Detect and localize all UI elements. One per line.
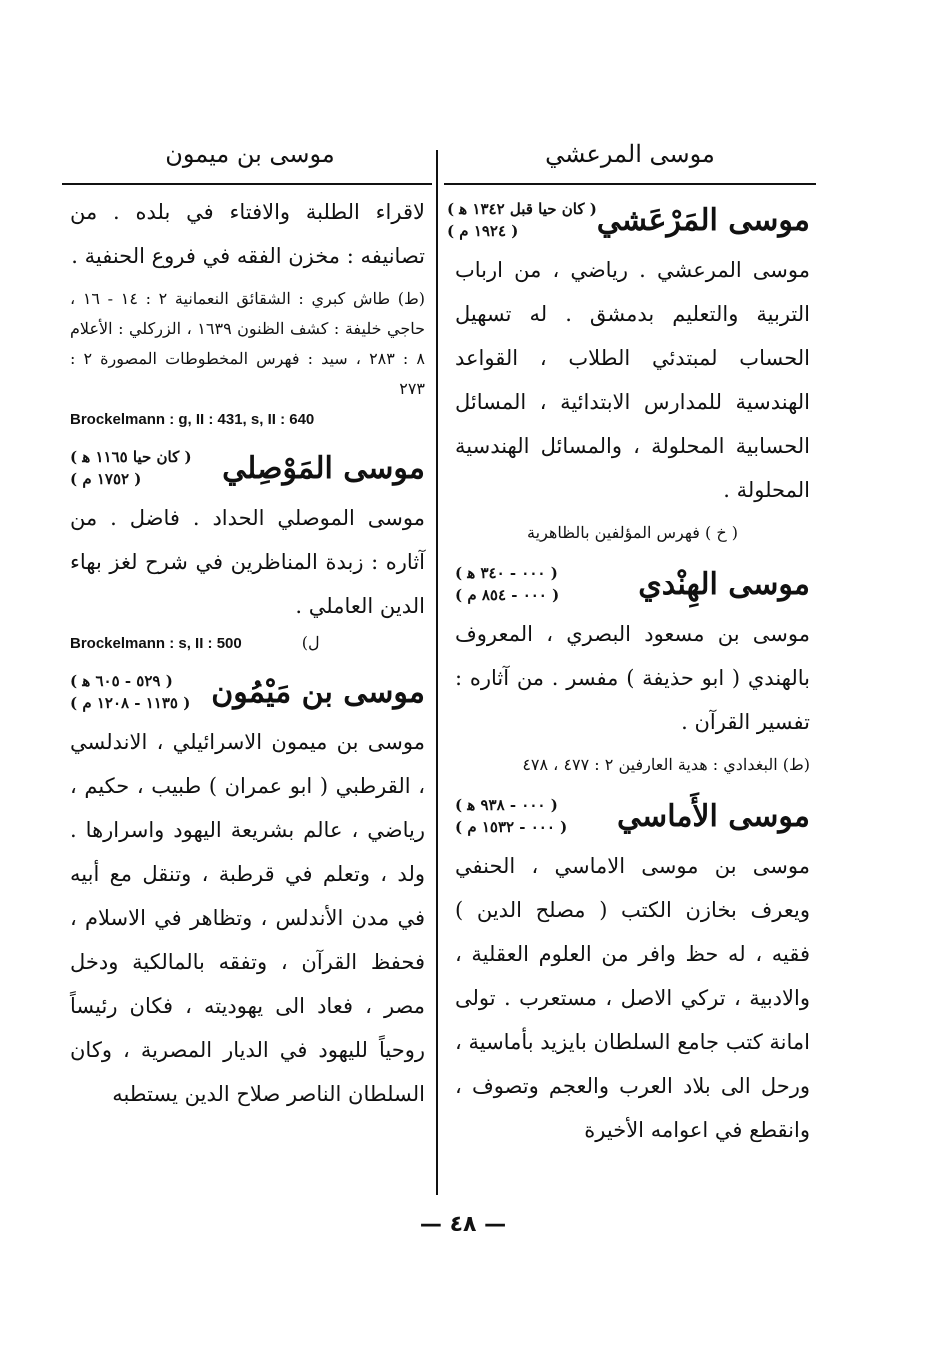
entry-dates xyxy=(455,794,567,838)
entry-body: موسى الموصلي الحداد . فاضل . من آثاره : زبدة المناظرين في شرح لغز بهاء الدين العاملي . xyxy=(70,506,425,618)
continuation-source: (ط) طاش كبري : الشقائق النعمانية ٢ : ١٤ - ١٦ ، حاجي خليفة : كشف الظنون ١٦٣٩ ، الزركلي : الأعلام ٨ : ٢٨٣ ، سيد : فهرس المخطوطات المصورة ٢ : ٢٧٣ xyxy=(70,289,426,398)
entry-heading xyxy=(446,198,810,242)
entry-heading xyxy=(70,446,425,490)
entry-body: موسى بن موسى الاماسي ، الحنفي ويعرف بخازن الكتب ( مصلح الدين ) فقيه ، له حظ وافر من العلوم العقلية ، والادبية ، تركي الاصل ، مستعرب . تولى امانة كتب جامع السلطان بايزيد بأماسية ، ورحل الى بلاد العرب والعجم وتصوف ، وانقطع في اعوامه الأخيرة xyxy=(455,854,810,1142)
hijri-date: ( ٥٢٩ - ٦٠٥ ﻫ ) xyxy=(70,672,173,690)
right-column xyxy=(446,190,810,1166)
entry-name: موسى المَوْصِلي xyxy=(222,450,425,486)
left-header-rule xyxy=(62,183,432,185)
latin-reference: Brockelmann : s, II : 500 xyxy=(70,635,242,652)
entry-name: موسى الهِنْدي xyxy=(638,566,810,602)
entry-amasi xyxy=(455,794,810,1152)
entry-source: ( خ ) فهرس المؤلفين بالظاهرية xyxy=(527,523,738,542)
entry-name: موسى بن مَيْمُون xyxy=(211,674,425,710)
entry-heading xyxy=(455,794,810,838)
entry-source: (ط) البغدادي : هدية العارفين ٢ : ٤٧٧ ، ٤٧٨ xyxy=(522,755,810,774)
entry-heading xyxy=(70,670,425,714)
column-divider xyxy=(436,150,438,1195)
entry-dates xyxy=(455,562,559,606)
entry-hindi xyxy=(455,562,810,780)
latin-reference: Brockelmann : g, II : 431, s, II : 640 xyxy=(70,411,315,428)
entry-body: موسى المرعشي . رياضي ، من ارباب التربية والتعليم بدمشق . له تسهيل الحساب لمبتدئي الطلاب ، القواعد الهندسية للمدارس الابتدائية ، المسائل الحسابية المحلولة ، والمسائل الهندسية المحلولة . xyxy=(455,258,810,502)
source-mark: (ل xyxy=(301,632,320,652)
entry-body: موسى بن ميمون الاسرائيلي ، الاندلسي ، القرطبي ( ابو عمران ) طبيب ، حكيم ، رياضي ، عالم بشريعة اليهود واسرارها . ولد ، وتعلم في قرطبة ، وتنقل مع أبيه في مدن الأندلس ، وتظاهر في الاسلام ، فحفظ القرآن ، وتفقه بالمالكية ودخل مصر ، فعاد الى يهوديته ، فكان رئيساً روحياً لليهود في الديار المصرية ، وكان السلطان الناصر صلاح الدين يستطبه xyxy=(70,730,425,1106)
hijri-date: ( ٠٠٠ - ٣٤٠ ﻫ ) xyxy=(455,564,558,582)
left-column xyxy=(70,190,425,1130)
entry-maimon xyxy=(70,670,425,1116)
right-header-rule xyxy=(444,183,816,185)
entry-dates xyxy=(70,670,190,714)
entry-dates xyxy=(447,198,597,242)
latin-reference-row xyxy=(70,628,425,656)
hijri-date: ( كان حيا ١١٦٥ ﻫ ) xyxy=(70,448,192,466)
entry-name: موسى الأَماسي xyxy=(617,798,810,834)
entry-dates xyxy=(70,446,192,490)
gregorian-date: ( ١٩٢٤ م ) xyxy=(446,222,519,240)
gregorian-date: ( ٠٠٠ - ٨٥٤ م ) xyxy=(455,586,560,604)
entry-marashi xyxy=(446,198,810,548)
page-number: — ٤٨ — xyxy=(419,1212,507,1237)
left-column-header: موسى بن ميمون xyxy=(165,140,335,168)
hijri-date: ( ٠٠٠ - ٩٣٨ ﻫ ) xyxy=(455,796,558,814)
gregorian-date: ( ١٧٥٢ م ) xyxy=(70,470,142,488)
entry-mawsili xyxy=(70,446,425,656)
right-column-header: موسى المرعشي xyxy=(545,140,715,168)
hijri-date: ( كان حيا قبل ١٣٤٢ ﻫ ) xyxy=(446,200,597,218)
entry-name: موسى المَرْعَشي xyxy=(596,202,810,238)
gregorian-date: ( ٠٠٠ - ١٥٣٢ م ) xyxy=(455,818,568,836)
entry-continuation xyxy=(70,190,425,432)
continuation-body: لاقراء الطلبة والافتاء في بلده . من تصانيفه : مخزن الفقه في فروع الحنفية . xyxy=(70,200,425,268)
entry-body: موسى بن مسعود البصري ، المعروف بالهندي ( ابو حذيفة ) مفسر . من آثاره : تفسير القرآن . xyxy=(455,622,810,734)
entry-heading xyxy=(455,562,810,606)
gregorian-date: ( ١١٣٥ - ١٢٠٨ م ) xyxy=(70,694,191,712)
